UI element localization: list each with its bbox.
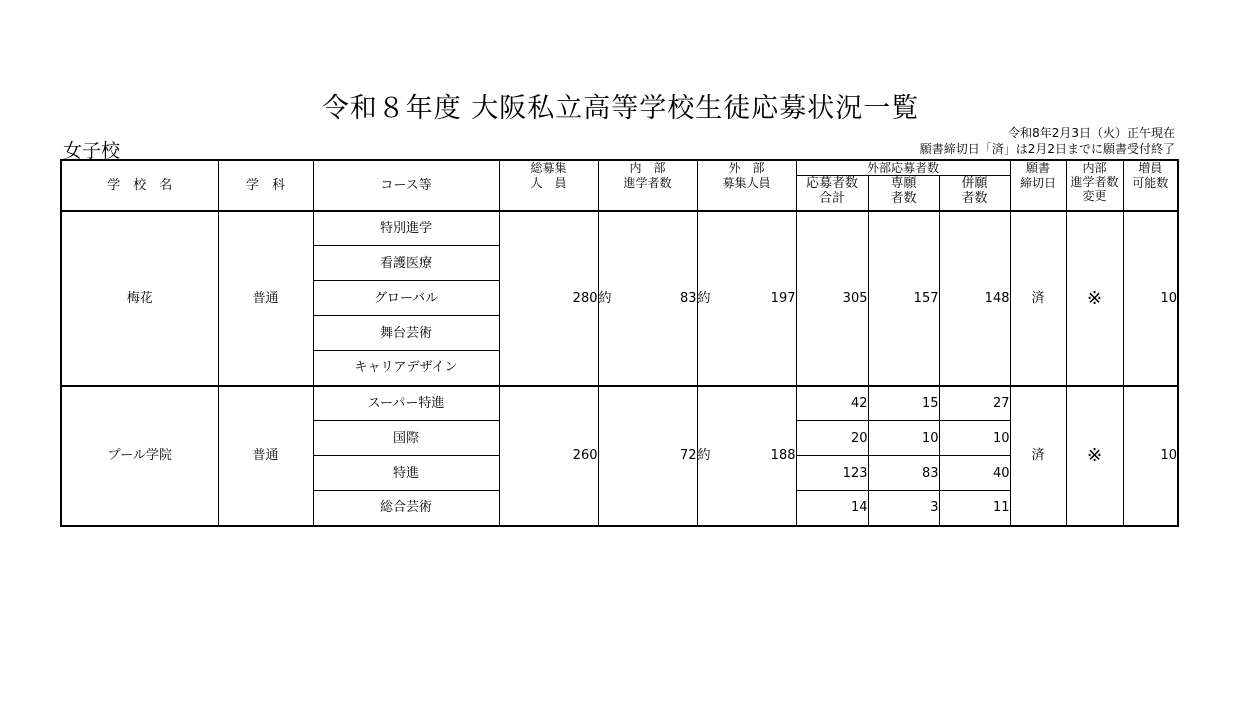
applicants-total-value: 305	[796, 211, 868, 386]
header-internal-change: 内部 進学者数 変更	[1066, 160, 1123, 211]
exclusive-value: 15	[868, 386, 939, 421]
increase-value: 10	[1123, 211, 1178, 386]
exclusive-value: 3	[868, 491, 939, 526]
header-deadline: 願書 締切日	[1010, 160, 1066, 211]
external-value	[697, 211, 796, 386]
header-school: 学 校 名	[61, 160, 218, 211]
school-name: 梅花	[61, 211, 218, 386]
course-name: 総合芸術	[313, 491, 499, 526]
header-external-applicants: 外部応募者数	[796, 160, 1010, 176]
course-name: キャリアデザイン	[313, 351, 499, 386]
page-title: 令和８年度 大阪私立高等学校生徒応募状況一覧	[321, 93, 920, 124]
course-name: 特別進学	[313, 211, 499, 246]
course-name: スーパー特進	[313, 386, 499, 421]
external-value	[697, 386, 796, 526]
approx-prefix: 約	[598, 290, 612, 306]
course-name: 舞台芸術	[313, 316, 499, 351]
applicants-total-value: 20	[796, 421, 868, 456]
combined-value: 10	[939, 421, 1010, 456]
deadline-value: 済	[1010, 386, 1066, 526]
exclusive-value: 157	[868, 211, 939, 386]
course-name: 看護医療	[313, 246, 499, 281]
section-label: 女子校	[63, 140, 121, 162]
header-exclusive: 専願 者数	[868, 176, 939, 211]
approx-prefix: 約	[697, 290, 711, 306]
application-status-table	[60, 159, 1179, 527]
combined-value: 148	[939, 211, 1010, 386]
internal-value	[598, 211, 697, 386]
header-capacity: 総募集 人 員	[499, 160, 598, 211]
as-of-date: 令和8年2月3日（火）正午現在	[1008, 126, 1175, 140]
capacity-value: 280	[499, 211, 598, 386]
school-name: プール学院	[61, 386, 218, 526]
combined-value: 27	[939, 386, 1010, 421]
applicants-total-value: 14	[796, 491, 868, 526]
increase-value: 10	[1123, 386, 1178, 526]
header-external: 外 部 募集人員	[697, 160, 796, 211]
external-number: 188	[770, 448, 796, 463]
header-course: コース等	[313, 160, 499, 211]
header-dept: 学 科	[218, 160, 313, 211]
school-dept: 普通	[218, 386, 313, 526]
exclusive-value: 83	[868, 456, 939, 491]
course-name: 特進	[313, 456, 499, 491]
exclusive-value: 10	[868, 421, 939, 456]
applicants-total-value: 123	[796, 456, 868, 491]
school-dept: 普通	[218, 211, 313, 386]
capacity-value: 260	[499, 386, 598, 526]
header-increase: 増員 可能数	[1123, 160, 1178, 211]
course-name: 国際	[313, 421, 499, 456]
approx-prefix: 約	[697, 448, 711, 463]
combined-value: 40	[939, 456, 1010, 491]
internal-change-value: ※	[1066, 386, 1123, 526]
applicants-total-value: 42	[796, 386, 868, 421]
deadline-note: 願書締切日「済」は2月2日までに願書受付終了	[919, 142, 1175, 156]
header-combined: 併願 者数	[939, 176, 1010, 211]
combined-value: 11	[939, 491, 1010, 526]
external-number: 197	[770, 290, 796, 306]
course-name: グローバル	[313, 281, 499, 316]
deadline-value: 済	[1010, 211, 1066, 386]
header-applicants-total: 応募者数 合計	[796, 176, 868, 211]
internal-value: 72	[598, 386, 697, 526]
internal-number: 83	[679, 290, 697, 306]
internal-change-value: ※	[1066, 211, 1123, 386]
header-internal: 内 部 進学者数	[598, 160, 697, 211]
